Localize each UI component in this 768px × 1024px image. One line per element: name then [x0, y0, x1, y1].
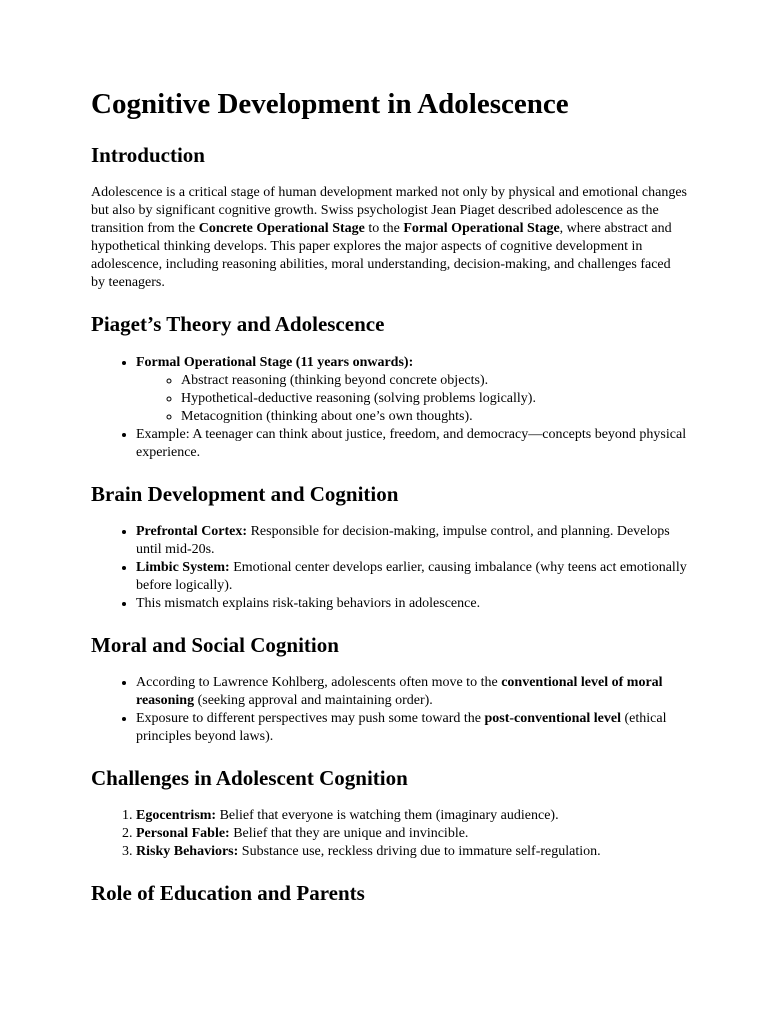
heading-education-parents: Role of Education and Parents [91, 881, 365, 906]
list-item-text: Exposure to different perspectives may push some toward the [136, 710, 485, 726]
piaget-list [91, 354, 688, 462]
list-item-text: Emotional center develops earlier, causing imbalance (why teens act emotionally before logically). [136, 559, 687, 593]
heading-piaget-theory: Piaget’s Theory and Adolescence [91, 312, 385, 337]
list-item-text: Substance use, reckless driving due to immature self-regulation. [238, 844, 601, 860]
moral-list [91, 674, 688, 746]
sub-list-item: ◦ Metacognition (thinking about one’s own thoughts). [181, 408, 688, 426]
list-item-text: Responsible for decision-making, impulse control, and planning. Develops until mid-20s. [136, 523, 670, 557]
heading-brain-development: Brain Development and Cognition [91, 481, 399, 506]
challenges-list [91, 807, 688, 861]
list-item [136, 674, 688, 710]
list-item-bold: conventional level of moral reasoning [136, 674, 663, 708]
list-item-text: According to Lawrence Kohlberg, adolescents often move to the [136, 674, 502, 690]
list-item-bold: Personal Fable: [136, 826, 230, 842]
list-item: • Example: A teenager can think about justice, freedom, and democracy—concepts beyond physical experience. [136, 426, 688, 462]
list-item-bold: Risky Behaviors: [136, 844, 239, 860]
list-item-bold: Prefrontal Cortex: [136, 523, 248, 539]
list-item-text: Belief that everyone is watching them (imaginary audience). [216, 808, 559, 824]
list-item [136, 807, 688, 825]
list-item-text: Belief that they are unique and invincible. [229, 826, 469, 842]
intro-paragraph [91, 184, 688, 292]
heading-challenges: Challenges in Adolescent Cognition [91, 765, 408, 790]
list-item-bold: Limbic System: [136, 559, 230, 575]
intro-bold-concrete-stage: Concrete Operational Stage [198, 221, 365, 237]
list-item-bold: Egocentrism: [136, 808, 217, 824]
piaget-item-bold: Formal Operational Stage (11 years onwards): [136, 354, 414, 370]
list-item [136, 523, 688, 559]
list-item-text: This mismatch explains risk-taking behaviors in adolescence. [136, 595, 481, 611]
heading-introduction: Introduction [91, 143, 205, 168]
list-item-text: (seeking approval and maintaining order). [194, 692, 433, 708]
intro-text-2: to the [364, 221, 404, 237]
list-item-bold: post-conventional level [484, 710, 621, 726]
list-item [136, 595, 688, 613]
list-item [136, 354, 688, 426]
intro-bold-formal-stage: Formal Operational Stage [403, 221, 560, 237]
heading-moral-social: Moral and Social Cognition [91, 632, 339, 657]
list-item [136, 559, 688, 595]
list-item [136, 825, 688, 843]
intro-text-3: , where abstract and hypothetical thinking develops. This paper explores the major aspects of cognitive development in adolescence, including reasoning abilities, moral understanding, decision-making, and challenges faced by teenagers. [91, 221, 672, 291]
list-item-text: (ethical principles beyond laws). [136, 710, 667, 744]
list-item [136, 843, 688, 861]
piaget-sublist [136, 372, 688, 426]
sub-list-item: ◦ Abstract reasoning (thinking beyond concrete objects). [181, 372, 688, 390]
list-item [136, 710, 688, 746]
intro-text-1: Adolescence is a critical stage of human development marked not only by physical and emotional changes but also by significant cognitive growth. Swiss psychologist Jean Piaget described adolescence as the transition from the [91, 185, 687, 237]
sub-list-item: ◦ Hypothetical-deductive reasoning (solving problems logically). [181, 390, 688, 408]
brain-list [91, 523, 688, 613]
document-title: Cognitive Development in Adolescence [91, 88, 569, 120]
